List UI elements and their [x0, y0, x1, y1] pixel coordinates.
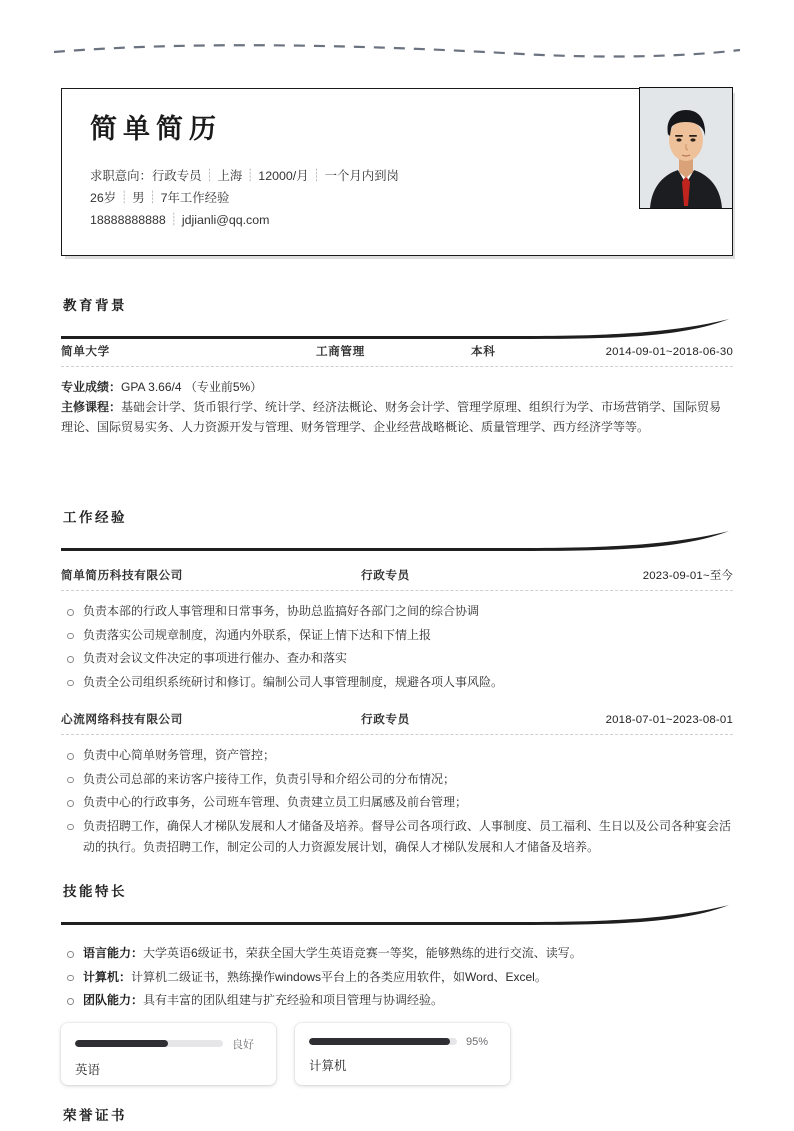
skill-meter-row	[75, 1036, 262, 1052]
salary: 12000/月	[258, 169, 309, 183]
skill-name: 英语	[75, 1062, 101, 1077]
section-honors	[61, 1104, 733, 1131]
section-title-education: 教育背景	[63, 298, 127, 313]
courses-label: 主修课程：	[61, 400, 122, 414]
email-address: jdjianli@qq.com	[181, 213, 270, 227]
work-date-start: 2023-09-01~	[642, 570, 710, 582]
list-item: 负责本部的行政人事管理和日常事务，协助总监搞好各部门之间的综合协调	[61, 601, 733, 623]
section-divider	[61, 903, 733, 929]
company-name: 简单简历科技有限公司	[61, 569, 183, 582]
skill-meter-card	[295, 1023, 510, 1085]
progress-fill	[75, 1040, 168, 1047]
page-title: 简单简历	[90, 114, 222, 144]
gpa-label: 专业成绩：	[61, 380, 122, 394]
skill-label: 计算机：	[83, 969, 132, 984]
profile-photo	[639, 87, 733, 209]
progress-track	[309, 1038, 457, 1045]
city: 上海	[217, 169, 243, 183]
progress-track	[75, 1040, 223, 1047]
work-entry-2	[61, 711, 733, 859]
section-education	[61, 294, 733, 437]
job-objective: 求职意向：行政专员	[90, 169, 202, 183]
list-item: 负责中心简单财务管理，资产管控；	[61, 745, 733, 767]
section-divider	[61, 529, 733, 555]
section-work-experience	[61, 506, 733, 861]
education-date-range: 2014-09-01~2018-06-30	[605, 346, 733, 358]
work-entry-1	[61, 567, 733, 693]
list-item	[61, 967, 733, 989]
gender: 男	[132, 191, 145, 205]
list-item	[61, 990, 733, 1012]
job-title: 行政专员	[361, 569, 410, 582]
header-info-row-3	[90, 209, 732, 231]
skill-text: 大学英语6级证书，荣获全国大学生英语竞赛一等奖，能够熟练的进行交流、读写。	[143, 946, 582, 960]
top-dashed-decoration	[52, 30, 742, 60]
section-skills	[61, 880, 733, 1085]
availability: 一个月内到岗	[324, 169, 399, 183]
skills-bullet-list	[61, 943, 733, 1012]
separator-icon: ┊	[312, 168, 321, 182]
separator-icon: ┊	[170, 212, 178, 226]
skill-name: 计算机	[309, 1058, 347, 1073]
work-date-end: 至今	[709, 570, 733, 582]
progress-value-label: 95%	[466, 1035, 489, 1048]
education-entry-row	[61, 343, 733, 367]
list-item: 负责招聘工作，确保人才梯队发展和人才储备及培养。督导公司各项行政、人事制度、员工福利、生日以及公司各种宴会活动的执行。负责招聘工作，制定公司的人力资源发展计划，确保人才梯队发展和人才储备及培养。	[61, 816, 733, 859]
separator-icon: ┊	[246, 168, 254, 182]
list-item: 负责全公司组织系统研讨和修订。编制公司人事管理制度，规避各项人事风险。	[61, 672, 733, 694]
section-title-honors: 荣誉证书	[63, 1108, 127, 1123]
skill-text: 计算机二级证书，熟练操作windows平台上的各类应用软件，如Word、Excel。	[131, 969, 547, 984]
company-name: 心流网络科技有限公司	[61, 713, 183, 726]
progress-value-label: 良好	[232, 1038, 254, 1051]
work-bullet-list	[61, 601, 733, 693]
work-bullet-list	[61, 745, 733, 859]
job-title: 行政专员	[361, 713, 410, 726]
section-title-work: 工作经验	[63, 510, 127, 525]
gpa-value: GPA 3.66/4 （专业前5%）	[121, 380, 263, 394]
courses-value: 基础会计学、货币银行学、统计学、经济法概论、财务会计学、管理学原理、组织行为学、市场营销学、国际贸易理论、国际贸易实务、人力资源开发与管理、财务管理学、企业经营战略概论、质量管理学、西方经济学等等。	[61, 400, 722, 434]
list-item: 负责中心的行政事务，公司班车管理、负责建立员工归属感及前台管理；	[61, 792, 733, 814]
work-entry-header	[61, 711, 733, 735]
work-entry-header	[61, 567, 733, 591]
avatar	[640, 88, 732, 208]
header-info-row-1	[90, 165, 732, 187]
gpa-line	[61, 377, 733, 397]
separator-icon: ┊	[148, 190, 157, 204]
header-info-row-2	[90, 187, 732, 209]
list-item: 负责公司总部的来访客户接待工作，负责引导和介绍公司的分布情况；	[61, 769, 733, 791]
school-name: 简单大学	[61, 345, 110, 358]
skill-label: 语言能力：	[83, 946, 144, 960]
work-date-range	[511, 567, 733, 583]
work-date-range: 2018-07-01~2023-08-01	[605, 714, 733, 726]
skill-meter-group	[61, 1023, 733, 1085]
skill-meter-row	[309, 1036, 496, 1048]
phone-number: 18888888888	[90, 213, 166, 227]
skill-label: 团队能力：	[83, 993, 144, 1007]
separator-icon: ┊	[205, 168, 214, 182]
section-title-skills: 技能特长	[63, 884, 127, 899]
list-item: 负责落实公司规章制度，沟通内外联系，保证上情下达和下情上报	[61, 625, 733, 647]
degree-level: 本科	[471, 345, 496, 358]
age: 26岁	[90, 191, 117, 205]
section-divider	[61, 317, 733, 343]
skill-text: 具有丰富的团队组建与扩充经验和项目管理与协调经验。	[143, 993, 444, 1007]
separator-icon: ┊	[120, 190, 128, 204]
courses-line	[61, 397, 733, 437]
list-item	[61, 943, 733, 965]
list-item: 负责对会议文件决定的事项进行催办、查办和落实	[61, 648, 733, 670]
header-card	[61, 88, 733, 256]
major-name: 工商管理	[316, 345, 365, 358]
skill-meter-card	[61, 1023, 276, 1085]
progress-fill	[309, 1038, 450, 1045]
years-experience: 7年工作经验	[160, 191, 230, 205]
